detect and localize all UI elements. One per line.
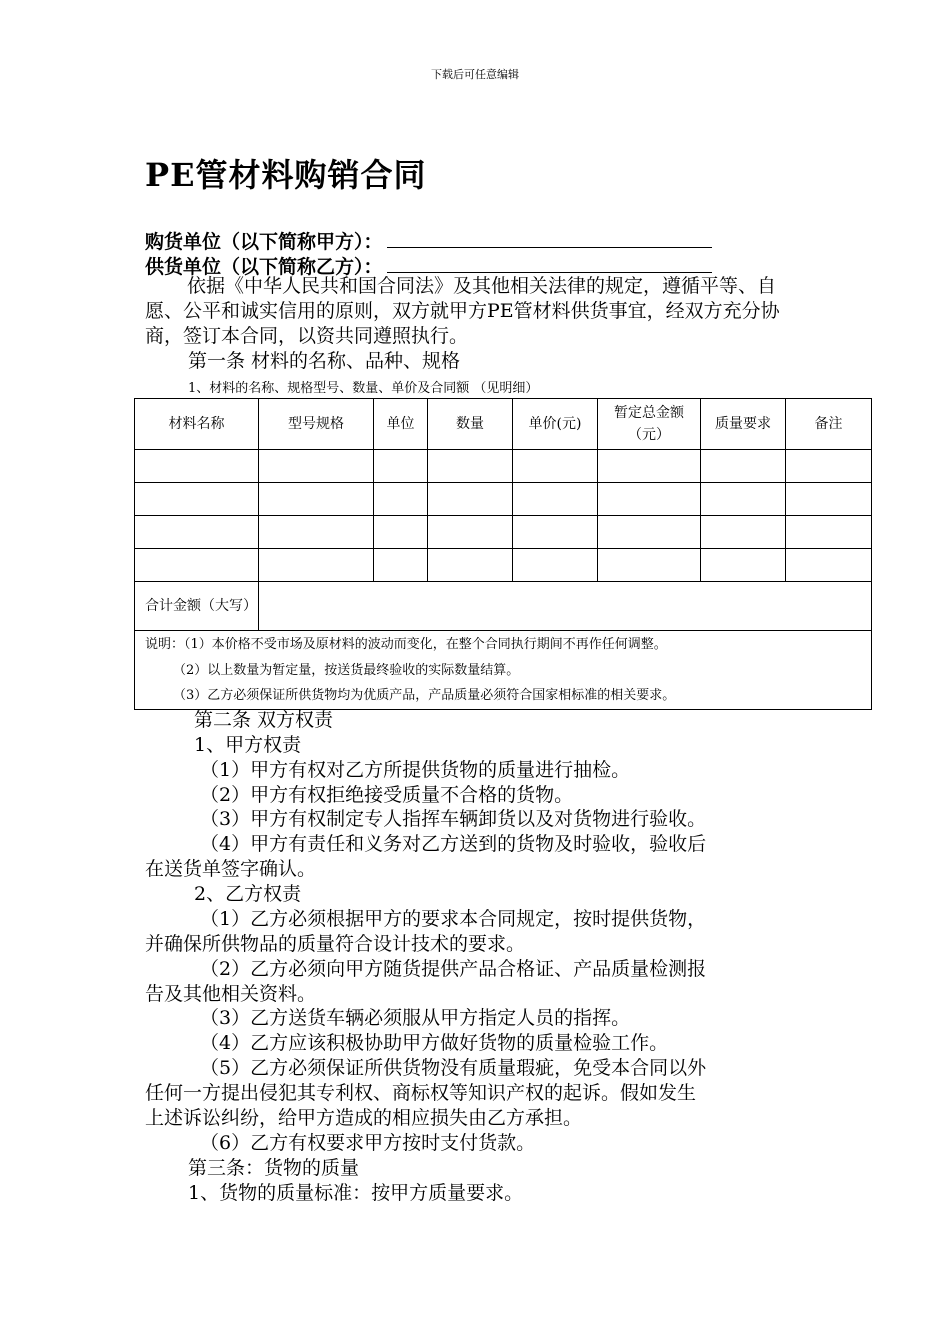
table-cell[interactable] <box>374 516 428 549</box>
table-cell[interactable] <box>513 516 598 549</box>
table-cell[interactable] <box>598 549 701 582</box>
party-b-item: 告及其他相关资料。 <box>145 983 317 1005</box>
total-amount-label: 合计金额（大写） <box>135 582 259 631</box>
article2-heading: 第二条 双方权责 <box>194 709 334 731</box>
table-cell[interactable] <box>259 549 374 582</box>
table-cell[interactable] <box>513 483 598 516</box>
table-total-row <box>135 582 872 631</box>
intro-paragraph: 依据《中华人民共和国合同法》及其他相关法律的规定，遵循平等、自愿、公平和诚实信用的原则，双方就甲方PE管材料供货事宜，经双方充分协商，签订本合同，以资共同遵照执行。 <box>145 275 780 347</box>
table-header-cell: 质量要求 <box>701 399 786 450</box>
table-cell[interactable] <box>428 483 513 516</box>
table-cell[interactable] <box>701 516 786 549</box>
goods-table <box>134 398 872 710</box>
header-note: 下载后可任意编辑 <box>431 68 519 81</box>
seller-blank-line <box>387 256 712 273</box>
party-b-heading: 2、乙方权责 <box>194 883 302 905</box>
table-cell[interactable] <box>259 516 374 549</box>
seller-label: 供货单位（以下简称乙方）： <box>145 256 383 278</box>
table-cell[interactable] <box>135 516 259 549</box>
party-a-item: （2）甲方有权拒绝接受质量不合格的货物。 <box>200 784 574 806</box>
table-cell[interactable] <box>513 450 598 483</box>
table-row <box>135 516 872 549</box>
table-cell[interactable] <box>259 450 374 483</box>
party-a-item: 在送货单签字确认。 <box>145 858 317 880</box>
table-cell[interactable] <box>598 483 701 516</box>
table-cell[interactable] <box>701 549 786 582</box>
party-b-item: （6）乙方有权要求甲方按时支付货款。 <box>200 1132 536 1154</box>
table-header-cell: 型号规格 <box>259 399 374 450</box>
table-cell[interactable] <box>135 483 259 516</box>
table-cell[interactable] <box>428 516 513 549</box>
buyer-label: 购货单位（以下简称甲方）： <box>145 231 383 253</box>
table-cell[interactable] <box>513 549 598 582</box>
table-row <box>135 483 872 516</box>
article3-heading: 第三条：货物的质量 <box>188 1157 360 1179</box>
table-cell[interactable] <box>786 450 872 483</box>
table-header-cell: 暂定总金额（元） <box>598 399 701 450</box>
table-header-cell: 单价(元) <box>513 399 598 450</box>
party-b-item: 并确保所供物品的质量符合设计技术的要求。 <box>145 933 526 955</box>
table-cell[interactable] <box>598 450 701 483</box>
note-line: 说明：（1）本价格不受市场及原材料的波动而变化，在整个合同执行期间不再作任何调整。 <box>145 637 667 652</box>
table-cell[interactable] <box>428 450 513 483</box>
document-title: PE管材料购销合同 <box>145 156 427 194</box>
table-notes <box>135 631 872 710</box>
table-row <box>135 549 872 582</box>
party-b-item: （2）乙方必须向甲方随货提供产品合格证、产品质量检测报 <box>200 958 707 980</box>
table-header-cell: 备注 <box>786 399 872 450</box>
table-cell[interactable] <box>259 483 374 516</box>
table-cell[interactable] <box>598 516 701 549</box>
table-cell[interactable] <box>786 549 872 582</box>
table-cell[interactable] <box>786 516 872 549</box>
table-cell[interactable] <box>428 549 513 582</box>
note-line: （2）以上数量为暂定量，按送货最终验收的实际数量结算。 <box>173 662 520 678</box>
party-b-item: （3）乙方送货车辆必须服从甲方指定人员的指挥。 <box>200 1007 631 1029</box>
total-amount-cell[interactable] <box>259 582 872 631</box>
table-cell[interactable] <box>701 450 786 483</box>
table-header-row <box>135 399 872 450</box>
table-cell[interactable] <box>374 483 428 516</box>
table-header-cell: 数量 <box>428 399 513 450</box>
party-b-item: 任何一方提出侵犯其专利权、商标权等知识产权的起诉。假如发生 <box>145 1082 697 1104</box>
article3-item: 1、货物的质量标准：按甲方质量要求。 <box>188 1182 524 1204</box>
party-a-item: （1）甲方有权对乙方所提供货物的质量进行抽检。 <box>200 759 631 781</box>
note-line: （3）乙方必须保证所供货物均为优质产品，产品质量必须符合国家相标准的相关要求。 <box>173 688 676 703</box>
table-cell[interactable] <box>374 549 428 582</box>
table-cell[interactable] <box>374 450 428 483</box>
party-a-heading: 1、甲方权责 <box>194 734 302 756</box>
party-a-item: （3）甲方有权制定专人指挥车辆卸货以及对货物进行验收。 <box>200 808 707 830</box>
party-b-item: （5）乙方必须保证所供货物没有质量瑕疵，免受本合同以外 <box>200 1057 707 1079</box>
table-cell[interactable] <box>135 549 259 582</box>
party-b-item: 上述诉讼纠纷，给甲方造成的相应损失由乙方承担。 <box>145 1107 583 1129</box>
table-cell[interactable] <box>135 450 259 483</box>
table-notes-row <box>135 631 872 710</box>
article1-sub: 1、材料的名称、规格型号、数量、单价及合同额 （见明细） <box>188 381 539 396</box>
table-row <box>135 450 872 483</box>
party-b-item: （1）乙方必须根据甲方的要求本合同规定，按时提供货物， <box>200 908 707 930</box>
table-header-cell: 材料名称 <box>135 399 259 450</box>
table-header-cell: 单位 <box>374 399 428 450</box>
table-cell[interactable] <box>701 483 786 516</box>
buyer-field <box>145 227 712 254</box>
party-a-item: （4）甲方有责任和义务对乙方送到的货物及时验收，验收后 <box>200 833 707 855</box>
article1-heading: 第一条 材料的名称、品种、规格 <box>188 350 461 372</box>
party-b-item: （4）乙方应该积极协助甲方做好货物的质量检验工作。 <box>200 1032 669 1054</box>
table-cell[interactable] <box>786 483 872 516</box>
buyer-blank-line <box>387 231 712 248</box>
